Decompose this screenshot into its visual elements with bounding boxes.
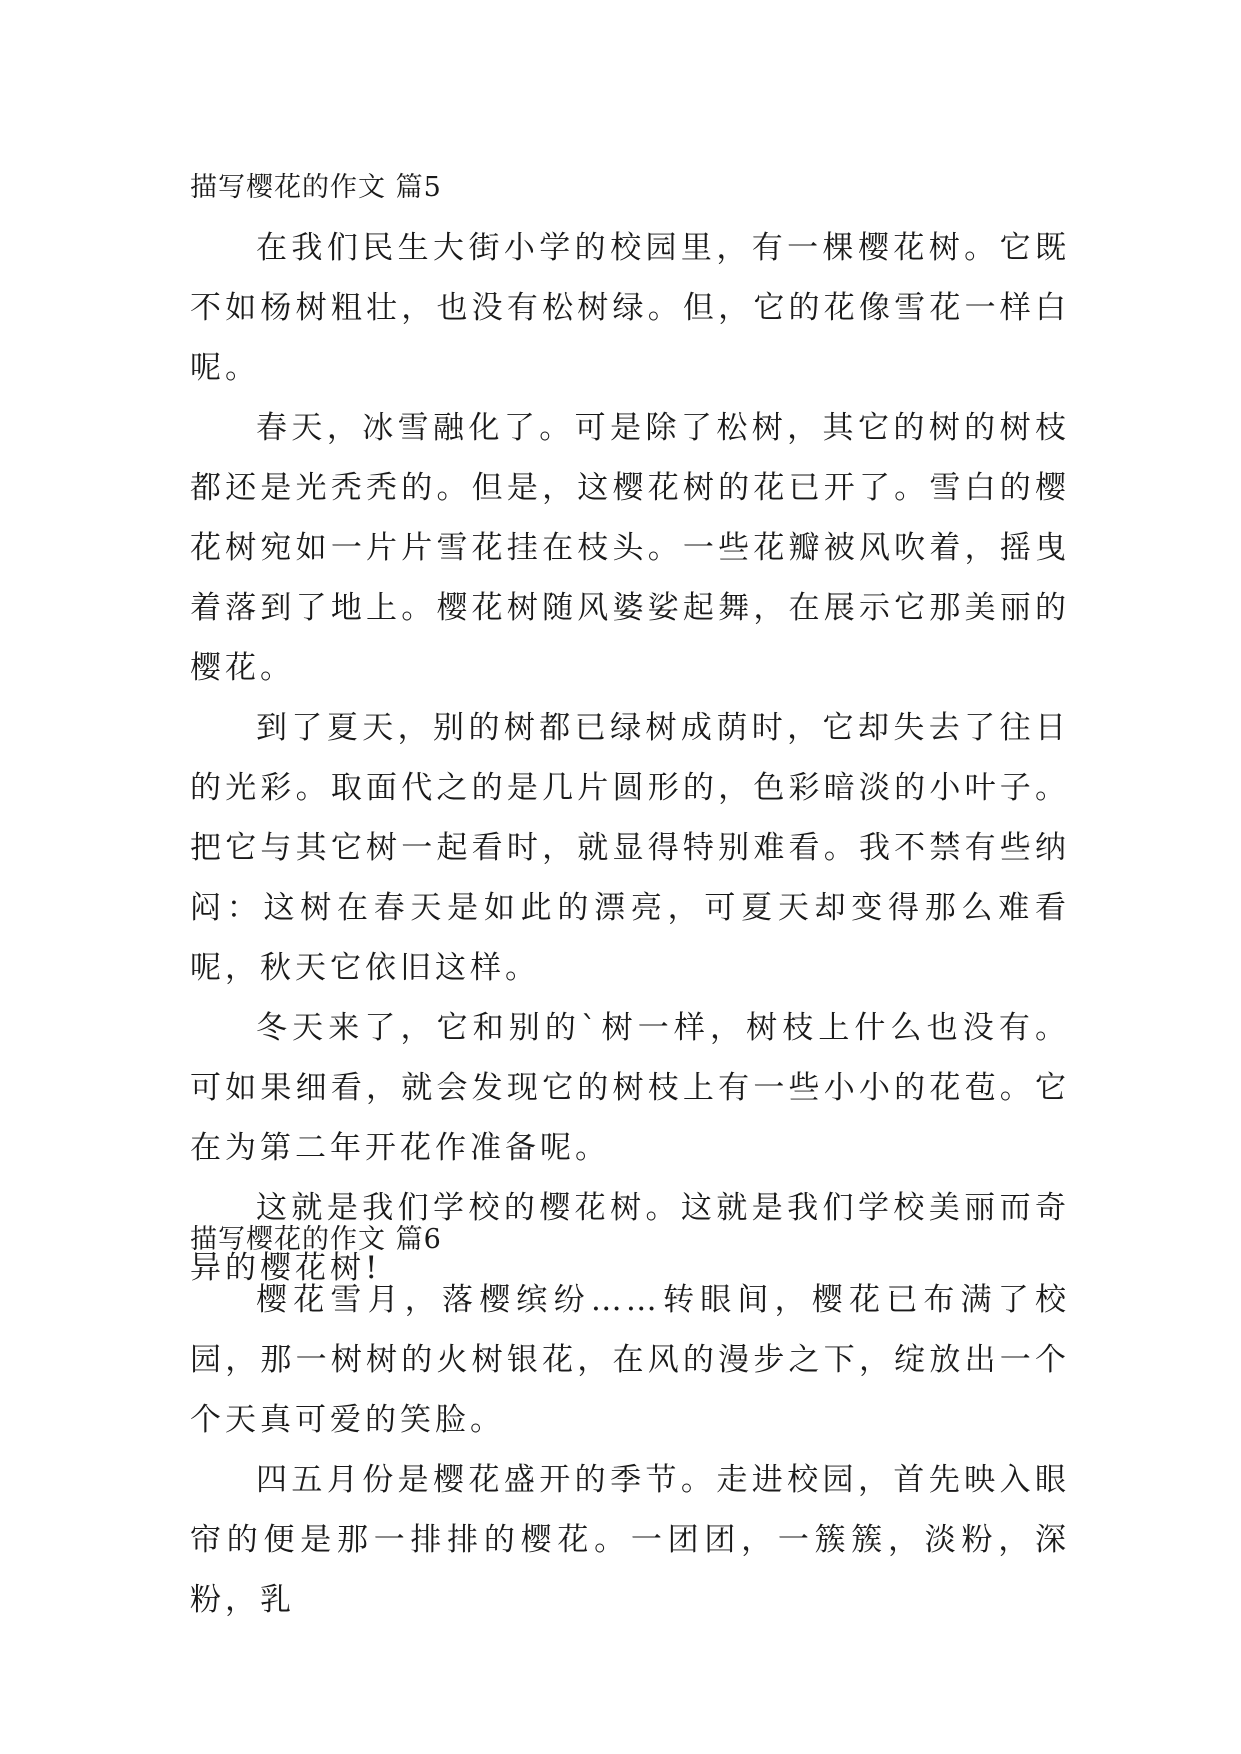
paragraph: 樱花雪月，落樱缤纷……转眼间，樱花已布满了校园，那一树树的火树银花，在风的漫步之下，绽放出一个个天真可爱的笑脸。 — [190, 1282, 1070, 1438]
essay-section-6 — [190, 1210, 1070, 1630]
section-title: 描写樱花的作文 篇5 — [190, 172, 442, 203]
paragraph: 春天，冰雪融化了。可是除了松树，其它的树的树枝都还是光秃秃的。但是，这樱花树的花已开了。雪白的樱花树宛如一片片雪花挂在枝头。一些花瓣被风吹着，摇曳着落到了地上。樱花树随风婆娑起舞，在展示它那美丽的樱花。 — [190, 410, 1070, 686]
paragraph: 这就是我们学校的樱花树。这就是我们学校美丽而奇异的樱花树! — [190, 1190, 1070, 1286]
paragraph: 四五月份是樱花盛开的季节。走进校园，首先映入眼帘的便是那一排排的樱花。一团团，一簇簇，淡粉，深粉，乳 — [190, 1462, 1070, 1618]
paragraph: 到了夏天，别的树都已绿树成荫时，它却失去了往日的光彩。取面代之的是几片圆形的，色彩暗淡的小叶子。把它与其它树一起看时，就显得特别难看。我不禁有些纳闷：这树在春天是如此的漂亮，可夏天却变得那么难看呢，秋天它依旧这样。 — [190, 710, 1070, 986]
paragraph: 在我们民生大街小学的校园里，有一棵樱花树。它既不如杨树粗壮，也没有松树绿。但，它的花像雪花一样白呢。 — [190, 230, 1070, 386]
paragraph: 冬天来了，它和别的`树一样，树枝上什么也没有。可如果细看，就会发现它的树枝上有一些小小的花苞。它在为第二年开花作准备呢。 — [190, 1010, 1070, 1166]
section-title: 描写樱花的作文 篇6 — [190, 1224, 442, 1255]
essay-section-5 — [190, 158, 1070, 1298]
